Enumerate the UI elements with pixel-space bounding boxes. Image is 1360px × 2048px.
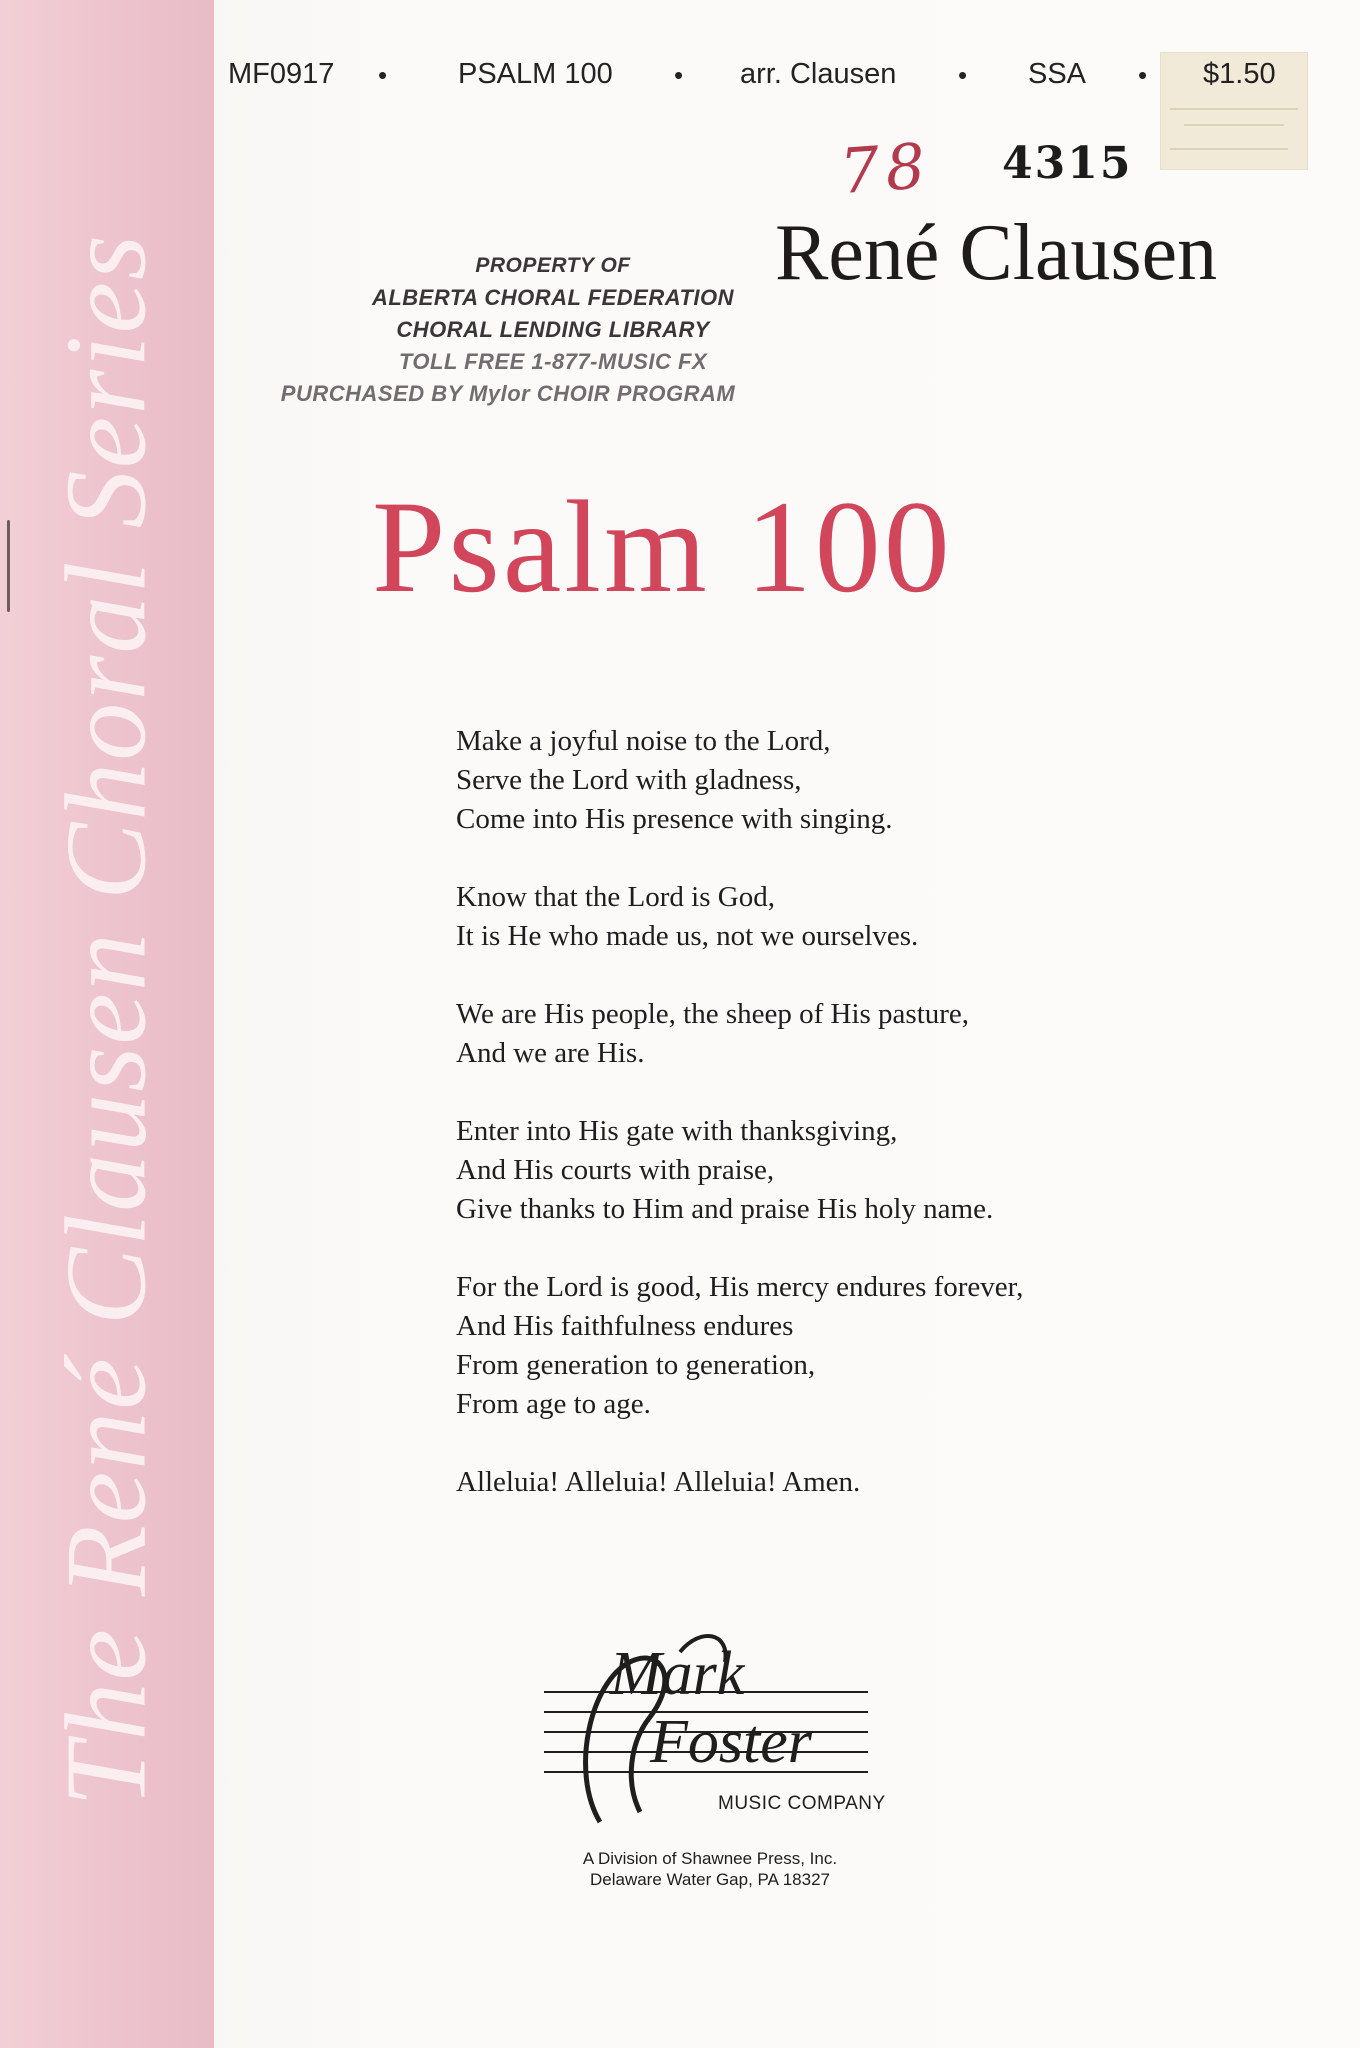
- lyric-line: From generation to generation,: [456, 1349, 816, 1381]
- lyric-line: From age to age.: [456, 1388, 651, 1420]
- stamp-line: PURCHASED BY Mylor CHOIR PROGRAM: [280, 381, 736, 406]
- lyric-stanza: [456, 1268, 1216, 1424]
- stamp-line: PROPERTY OF: [475, 254, 631, 277]
- lyric-stanza: [456, 1112, 1216, 1229]
- lyric-line: Serve the Lord with gladness,: [456, 764, 802, 796]
- logo-word-mark: Mark: [610, 1640, 745, 1708]
- lyric-line: Give thanks to Him and praise His holy name.: [456, 1193, 994, 1225]
- price-label: $1.50: [1203, 58, 1276, 90]
- lyric-stanza: [456, 1463, 1216, 1502]
- lyric-line: Make a joyful noise to the Lord,: [456, 725, 831, 757]
- lyric-stanza: [456, 722, 1216, 839]
- handwritten-number: 78: [837, 128, 934, 209]
- separator-dot: •: [378, 60, 388, 90]
- lyric-line: Enter into His gate with thanksgiving,: [456, 1115, 898, 1147]
- staple-mark: [7, 520, 10, 612]
- lyric-line: It is He who made us, not we ourselves.: [456, 920, 919, 952]
- series-title: The René Clausen Choral Series: [42, 232, 171, 1808]
- separator-dot: •: [674, 60, 684, 90]
- catalog-number: MF0917: [228, 58, 335, 90]
- lyric-line: Alleluia! Alleluia! Alleluia! Amen.: [456, 1466, 861, 1498]
- library-stamp: [280, 250, 788, 410]
- publisher-division: A Division of Shawnee Press, Inc.: [582, 1849, 838, 1868]
- lyric-line: And we are His.: [456, 1037, 645, 1069]
- stamped-inventory-number: 4315: [1002, 138, 1133, 189]
- stamp-line: CHORAL LENDING LIBRARY: [396, 317, 710, 342]
- logo-word-foster: Foster: [650, 1708, 812, 1776]
- lyric-stanza: [456, 995, 1216, 1073]
- logo-subtitle: MUSIC COMPANY: [718, 1793, 886, 1814]
- psalm-text: [456, 722, 1216, 1541]
- series-spine: [0, 0, 214, 2048]
- separator-dot: •: [958, 60, 968, 90]
- publisher-address: Delaware Water Gap, PA 18327: [589, 1870, 831, 1889]
- catalog-header: [228, 54, 1318, 98]
- publisher-info: [500, 1848, 920, 1890]
- lyric-stanza: [456, 878, 1216, 956]
- voicing: SSA: [1028, 58, 1087, 90]
- stamp-line: ALBERTA CHORAL FEDERATION: [371, 285, 735, 310]
- arranger-credit: arr. Clausen: [740, 58, 897, 90]
- lyric-line: For the Lord is good, His mercy endures forever,: [456, 1271, 1024, 1303]
- separator-dot: •: [1138, 60, 1148, 90]
- stamp-line: TOLL FREE 1-877-MUSIC FX: [398, 349, 708, 374]
- lyric-line: And His faithfulness endures: [456, 1310, 794, 1342]
- piece-title: Psalm 100: [372, 473, 953, 620]
- lyric-line: And His courts with praise,: [456, 1154, 775, 1186]
- lyric-line: We are His people, the sheep of His pasture,: [456, 998, 970, 1030]
- composer-name: René Clausen: [775, 209, 1218, 297]
- lyric-line: Know that the Lord is God,: [456, 881, 775, 913]
- piece-name: PSALM 100: [458, 58, 613, 90]
- lyric-line: Come into His presence with singing.: [456, 803, 893, 835]
